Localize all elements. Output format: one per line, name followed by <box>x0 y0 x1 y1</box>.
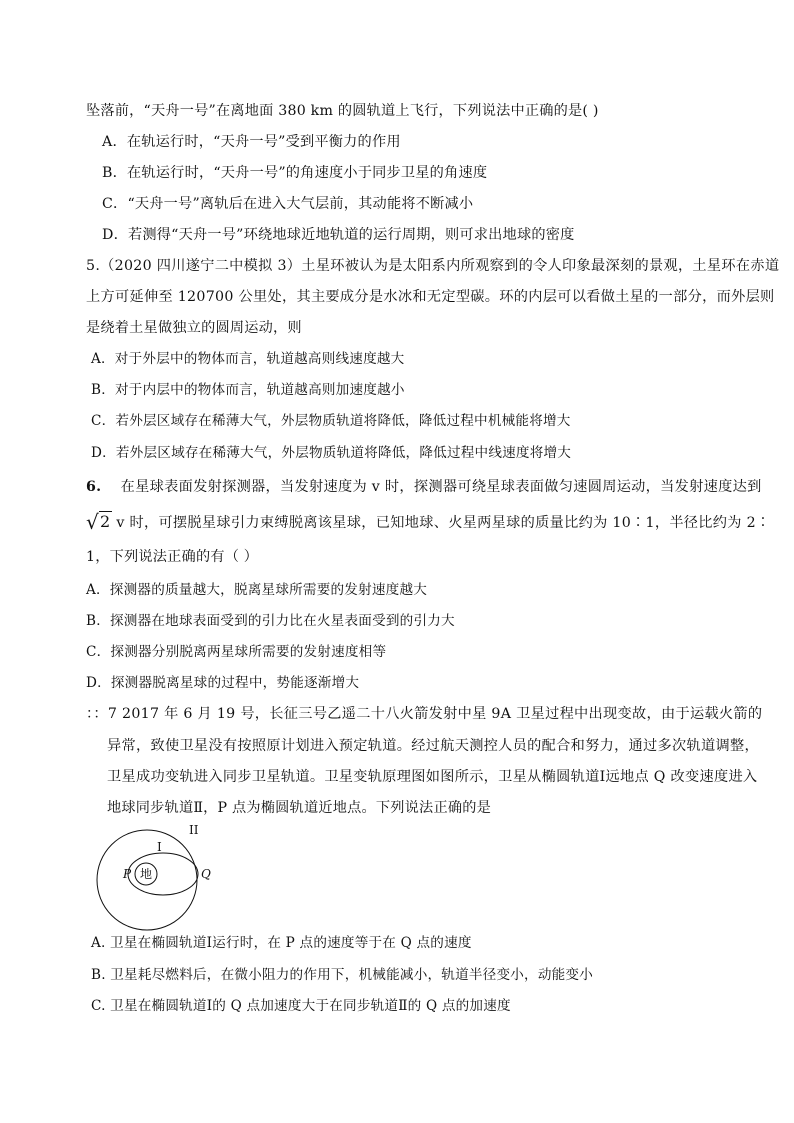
sqrt-expression: √2 <box>86 510 111 534</box>
q6-option-b: B．探测器在地球表面受到的引力比在火星表面受到的引力大 <box>86 613 455 629</box>
q7-stem-line-4: 地球同步轨道Ⅱ，P 点为椭圆轨道近地点。下列说法正确的是 <box>107 800 491 816</box>
q7-option-a: A. 卫星在椭圆轨道Ⅰ运行时，在 P 点的速度等于在 Q 点的速度 <box>91 935 472 951</box>
q4-option-d: D．若测得“天舟一号”环绕地球近地轨道的运行周期，则可求出地球的密度 <box>102 227 575 243</box>
q5-option-b: B．对于内层中的物体而言，轨道越高则加速度越小 <box>91 382 405 398</box>
q4-option-a: A．在轨运行时，“天舟一号”受到平衡力的作用 <box>102 134 401 150</box>
q6-stem-line-2 <box>86 512 770 533</box>
q7-option-c: C. 卫星在椭圆轨道Ⅰ的 Q 点加速度大于在同步轨道Ⅱ的 Q 点的加速度 <box>91 998 511 1014</box>
q4-stem: 坠落前，“天舟一号”在离地面 380 km 的圆轨道上飞行，下列说法中正确的是( ) <box>86 103 599 119</box>
q7-stem-line-2: 异常，致使卫星没有按照原计划进入预定轨道。经过航天测控人员的配合和努力，通过多次轨道调整， <box>107 738 759 754</box>
q5-stem-line-3: 是绕着土星做独立的圆周运动，则 <box>86 320 302 336</box>
label-orbit-ii: II <box>189 824 199 837</box>
label-point-p: P <box>123 867 132 881</box>
q5-option-a: A．对于外层中的物体而言，轨道越高则线速度越大 <box>91 351 405 367</box>
q6-stem-text-1: 在星球表面发射探测器，当发射速度为 v 时，探测器可绕星球表面做匀速圆周运动，当发射速度达到 <box>120 479 762 495</box>
sqrt-content: 2 <box>100 512 111 531</box>
q6-option-a: A．探测器的质量越大，脱离星球所需要的发射速度越大 <box>86 582 428 598</box>
orbit-i-ellipse <box>128 853 198 895</box>
q5-stem-line-2: 上方可延伸至 120700 公里处，其主要成分是水冰和无定型碳。环的内层可以看做土星的一部分，而外层则 <box>86 289 775 305</box>
q6-option-c: C．探测器分别脱离两星球所需要的发射速度相等 <box>86 644 387 660</box>
orbit-diagram <box>90 824 220 932</box>
q5-option-c: C．若外层区域存在稀薄大气，外层物质轨道将降低，降低过程中机械能将增大 <box>91 413 571 429</box>
q6-stem-line-1 <box>86 477 762 497</box>
q4-option-c: C．“天舟一号”离轨后在进入大气层前，其动能将不断减小 <box>102 196 474 212</box>
q6-stem-line-3: 1，下列说法正确的有（ ） <box>86 549 259 565</box>
q7-option-b: B. 卫星耗尽燃料后，在微小阻力的作用下，机械能减小，轨道半径变小，动能变小 <box>91 967 594 983</box>
q5-option-d: D．若外层区域存在稀薄大气，外层物质轨道将降低，降低过程中线速度将增大 <box>91 445 572 461</box>
q4-option-b: B．在轨运行时，“天舟一号”的角速度小于同步卫星的角速度 <box>102 165 488 181</box>
label-point-q: Q <box>201 867 211 881</box>
q7-stem-line-3: 卫星成功变轨进入同步卫星轨道。卫星变轨原理图如图所示，卫星从椭圆轨道Ⅰ远地点 Q 改变速度进入 <box>107 769 758 785</box>
label-orbit-i: I <box>157 840 162 854</box>
q6-number: 6. <box>86 479 102 495</box>
label-earth: 地 <box>140 867 153 881</box>
q7-stem-line-1: ：：7 2017 年 6 月 19 号，长征三号乙遥二十八火箭发射中星 9A 卫星过程中出现变故，由于运载火箭的 <box>86 706 763 722</box>
q6-stem-text-2: v 时，可摆脱星球引力束缚脱离该星球，已知地球、火星两星球的质量比约为 10∶1，半径比约为 2∶ <box>116 515 771 531</box>
q5-stem-line-1: 5.（2020 四川遂宁二中模拟 3）土星环被认为是太阳系内所观察到的令人印象最深刻的景观，土星环在赤道 <box>86 258 780 274</box>
q6-option-d: D．探测器脱离星球的过程中，势能逐渐增大 <box>86 675 360 691</box>
